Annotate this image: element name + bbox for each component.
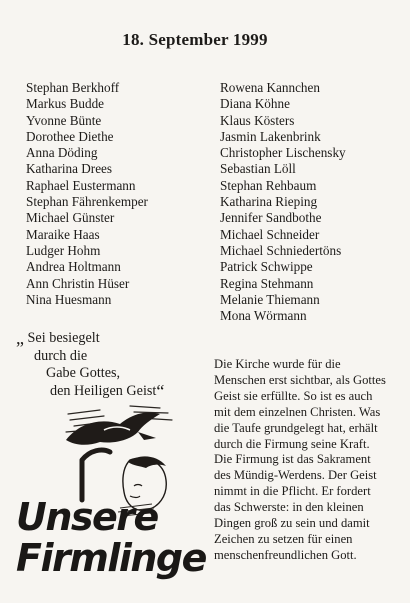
list-item: Stephan Fährenkemper (26, 194, 148, 210)
list-item: Dorothee Diethe (26, 128, 114, 144)
names-list-left (26, 80, 148, 308)
list-item: Stephan Berkhoff (26, 80, 120, 95)
list-item: Diana Köhne (220, 96, 290, 112)
quote-close-mark: “ (156, 380, 165, 401)
text-line: Zeichen zu setzen für einen (214, 531, 353, 546)
list-item: Raphael Eustermann (26, 177, 136, 193)
list-item: Jasmin Lakenbrink (220, 128, 321, 144)
list-item: Ann Christin Hüser (26, 275, 130, 291)
text-line: Geist sie erfüllte. So ist es auch (214, 388, 373, 403)
list-item: Melanie Thiemann (220, 291, 320, 307)
list-item: Michael Günster (26, 210, 115, 226)
text-line: das Schwerste: in den kleinen (214, 500, 364, 515)
list-item: Christopher Lischensky (220, 145, 346, 161)
quote-line: durch die (34, 347, 88, 364)
list-item: Stephan Rehbaum (220, 177, 317, 193)
names-list-right (220, 80, 346, 324)
text-line: menschenfreundlichen Gott. (214, 547, 357, 562)
list-item: Katharina Drees (26, 161, 113, 177)
quote-line: den Heiligen Geist (50, 382, 157, 399)
list-item: Sebastian Löll (220, 161, 296, 177)
list-item: Andrea Holtmann (26, 259, 121, 275)
text-line: mit dem einzelnen Christen. Was (214, 404, 381, 419)
list-item: Markus Budde (26, 96, 105, 112)
list-item: Rowena Kannchen (220, 80, 320, 95)
brand-line: Unsere (16, 495, 158, 539)
text-line: nimmt in die Pflicht. Er fordert (214, 484, 371, 499)
list-item: Katharina Rieping (220, 194, 318, 210)
list-item: Michael Schniedertöns (220, 242, 342, 258)
list-item: Ludger Hohm (26, 242, 101, 258)
quote-line: Sei besiegelt (27, 330, 100, 346)
list-item: Mona Wörmann (220, 308, 307, 324)
list-item: Nina Huesmann (26, 291, 112, 307)
list-item: Anna Döding (26, 145, 98, 161)
list-item: Regina Stehmann (220, 275, 314, 291)
quote-line: Gabe Gottes, (46, 365, 121, 381)
text-line: Menschen erst sichtbar, als Gottes (214, 372, 386, 387)
brand-title (16, 497, 206, 579)
brand-line: Firmlinge (16, 536, 206, 580)
body-text (214, 357, 404, 564)
list-item: Jennifer Sandbothe (220, 210, 322, 226)
text-line: des Mündig-Werdens. Der Geist (214, 468, 377, 483)
text-line: Die Kirche wurde für die (214, 357, 341, 371)
text-line: durch die Firmung seine Kraft. (214, 436, 370, 451)
quote-open-mark: „ (16, 328, 24, 348)
list-item: Michael Schneider (220, 226, 320, 242)
list-item: Maraike Haas (26, 226, 100, 242)
list-item: Patrick Schwippe (220, 259, 313, 275)
page-date: 18. September 1999 (122, 30, 268, 49)
list-item: Yvonne Bünte (26, 112, 102, 128)
text-line: Die Firmung ist das Sakrament (214, 452, 371, 467)
scripture-quote (16, 330, 164, 400)
text-line: die Taufe grundgelegt hat, erhält (214, 420, 378, 435)
list-item: Klaus Kösters (220, 112, 295, 128)
text-line: Dingen groß zu sein und damit (214, 516, 370, 531)
